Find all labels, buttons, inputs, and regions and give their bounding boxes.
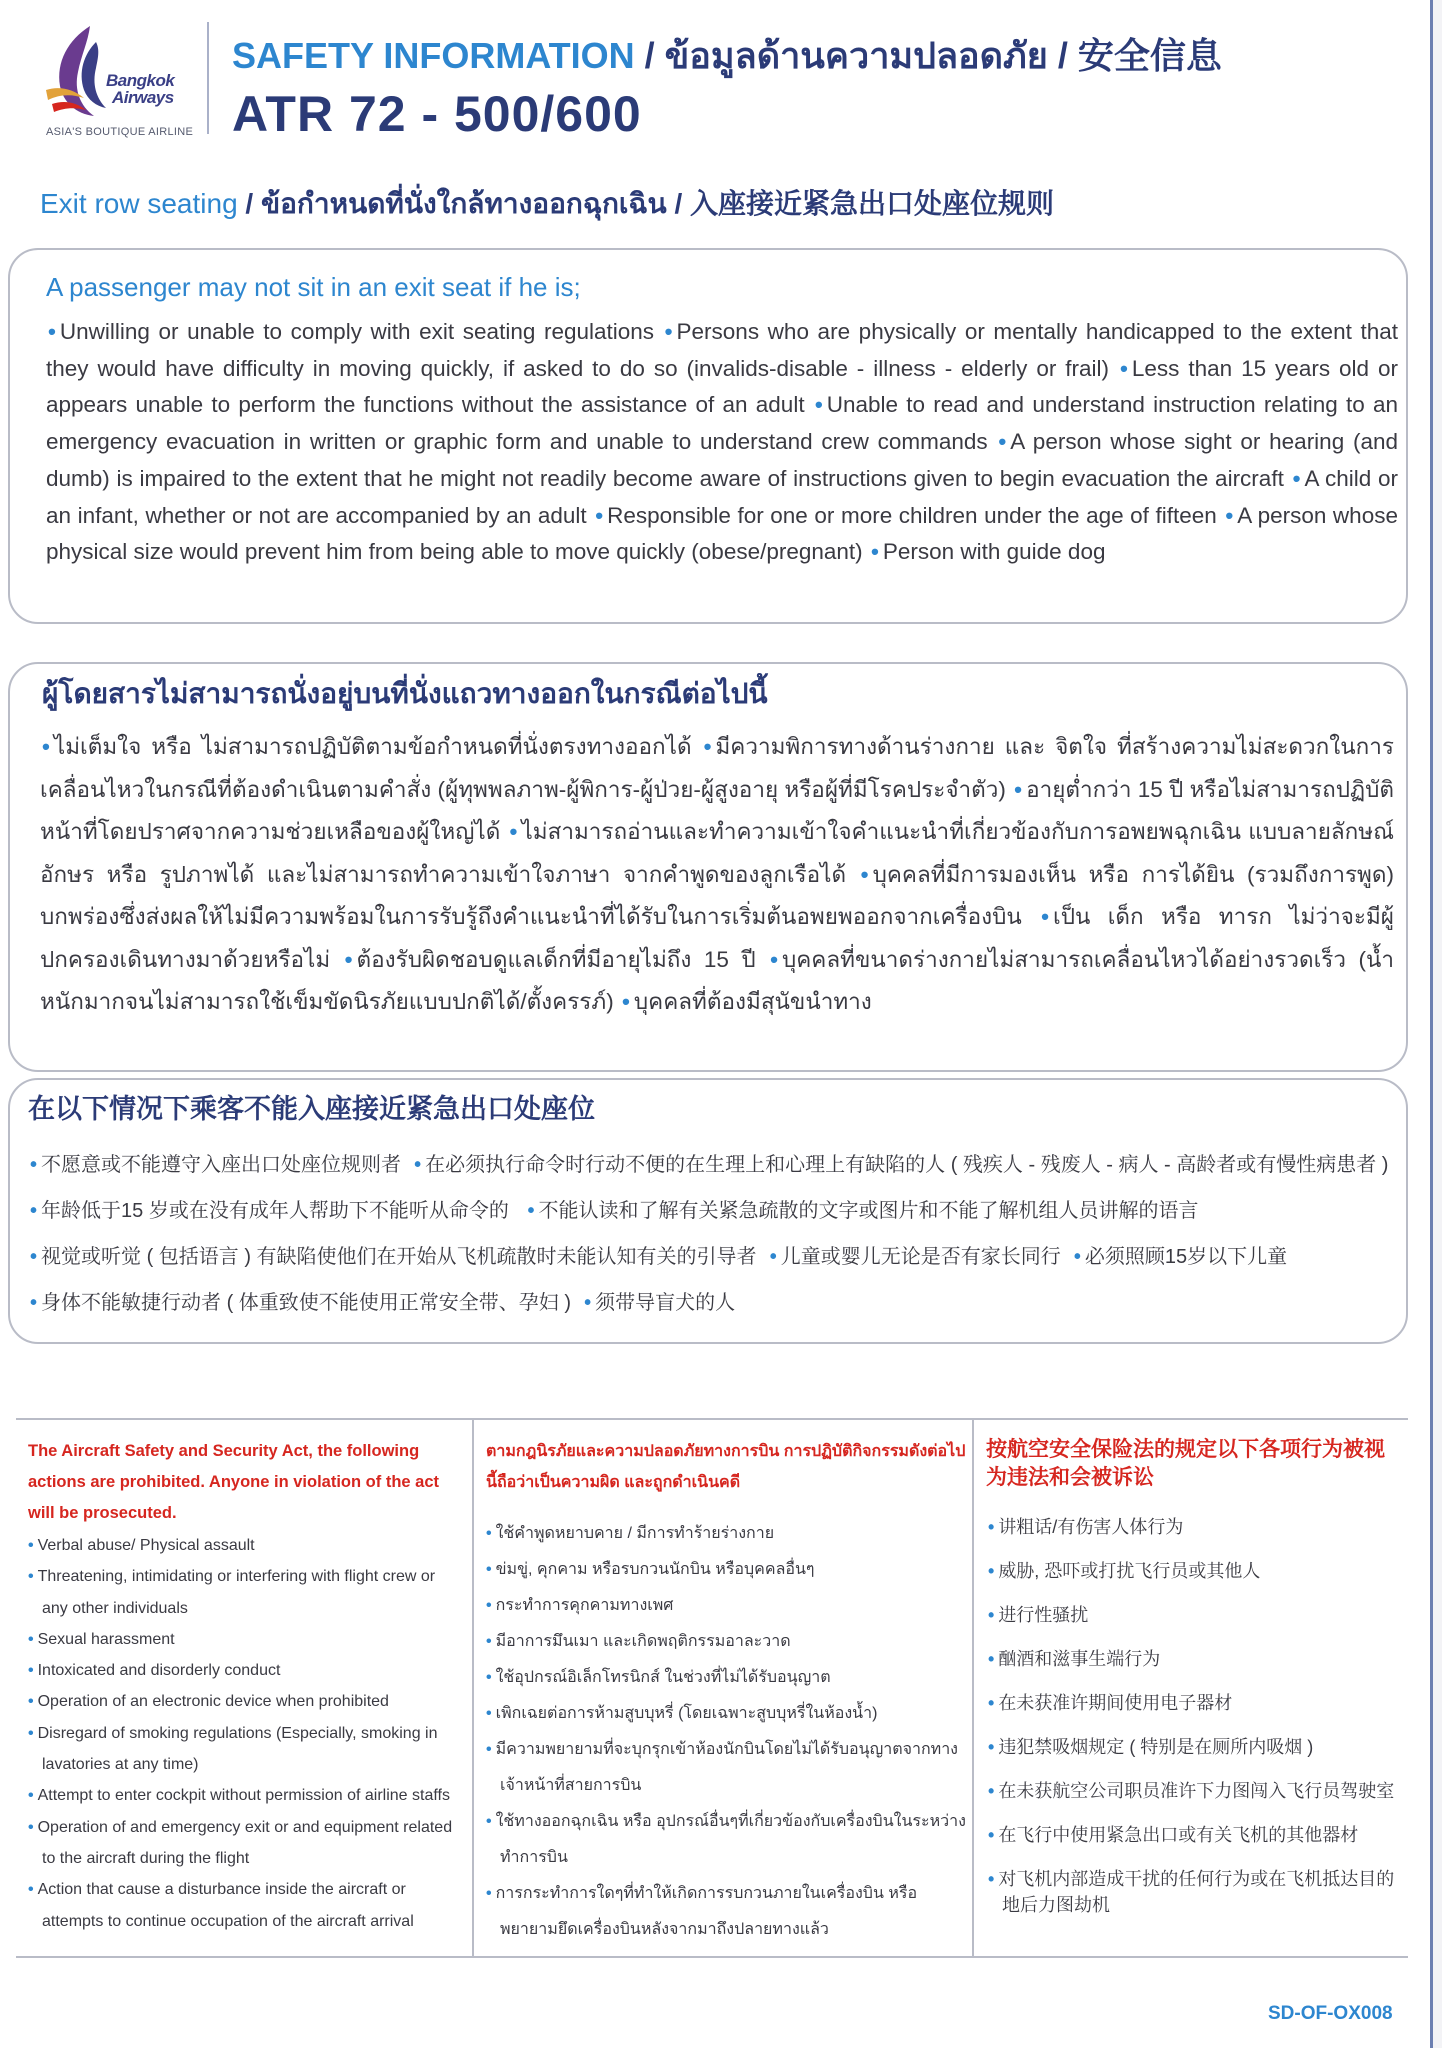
- security-act-english-list: [28, 1530, 464, 1937]
- prohibited-action: 违犯禁吸烟规定 ( 特别是在厕所内吸烟 ): [998, 1737, 1314, 1757]
- prohibited-action: 酗酒和滋事生端行为: [998, 1649, 1161, 1669]
- chinese-rules-text: [28, 1142, 1398, 1326]
- bullet-icon: •: [486, 1525, 492, 1542]
- list-item: [988, 1866, 1398, 1918]
- prohibited-action: 进行性骚扰: [998, 1605, 1089, 1625]
- bullet-icon: •: [486, 1597, 492, 1614]
- header-divider: [207, 22, 209, 134]
- bullet-icon: •: [28, 1881, 34, 1899]
- list-item: [28, 1780, 464, 1811]
- prohibited-action: Sexual harassment: [37, 1630, 175, 1648]
- chinese-rule-item: 视觉或听觉 ( 包括语言 ) 有缺陷使他们在开始从飞机疏散时未能认知有关的引导者: [41, 1246, 757, 1268]
- english-rule-item: Persons who are physically or mentally handicapped to the extent that they would have difficulty in moving quickly, if asked to do so (invalids-disable - illness - elderly or frail): [46, 319, 1398, 381]
- chinese-rule-line: [28, 1142, 1398, 1188]
- bullet-icon: •: [988, 1561, 995, 1581]
- prohibited-action: 讲粗话/有伤害人体行为: [998, 1517, 1184, 1537]
- bullet-icon: •: [28, 1630, 34, 1648]
- page-title: [232, 34, 1222, 78]
- bangkok-airways-logo: [38, 20, 198, 145]
- prohibited-action: มีความพยายามที่จะบุกรุกเข้าห้องนักบินโดยไม่ได้รับอนุญาตจากทางเจ้าหน้าที่สายการบิน: [495, 1741, 958, 1794]
- bullet-icon: •: [30, 1154, 38, 1176]
- bullet-icon: •: [30, 1292, 38, 1314]
- list-item: [486, 1876, 966, 1948]
- bullet-icon: •: [486, 1633, 492, 1650]
- security-act-chinese-list: [988, 1514, 1398, 1936]
- page-title-en: SAFETY INFORMATION: [232, 35, 635, 76]
- bullet-icon: •: [988, 1517, 995, 1537]
- security-act-thai-list: [486, 1516, 966, 1948]
- english-rule-item: A child or an infant, whether or not are accompanied by an adult: [46, 465, 1398, 528]
- bullet-icon: •: [28, 1818, 34, 1836]
- bullet-icon: •: [486, 1669, 492, 1686]
- bullet-icon: •: [584, 1292, 592, 1314]
- security-act-chinese-column: [974, 1420, 1408, 1956]
- prohibited-action: 威胁, 恐吓或打扰飞行员或其他人: [998, 1561, 1261, 1581]
- prohibited-action: Operation of an electronic device when prohibited: [37, 1693, 389, 1711]
- bullet-icon: •: [414, 1154, 422, 1176]
- prohibited-action: Attempt to enter cockpit without permission of airline staffs: [37, 1787, 450, 1805]
- list-item: [486, 1696, 966, 1732]
- security-act-thai-column: [474, 1420, 974, 1956]
- thai-rule-item: อายุต่ำกว่า 15 ปี หรือไม่สามารถปฏิบัติหน้าที่โดยปราศจากความช่วยเหลือของผู้ใหญ่ได้: [40, 776, 1394, 844]
- thai-rules-text: [40, 726, 1394, 1024]
- chinese-rule-item: 在必须执行命令时行动不便的在生理上和心理上有缺陷的人 ( 残疾人 - 残废人 - 病人 - 高龄者或有慢性病患者 ): [425, 1154, 1389, 1176]
- prohibited-action: ข่มขู่, คุกคาม หรือรบกวนนักบิน หรือบุคคลอื่นๆ: [495, 1561, 815, 1578]
- bullet-icon: •: [988, 1869, 995, 1889]
- bullet-icon: •: [486, 1705, 492, 1722]
- prohibited-action: Action that cause a disturbance inside the aircraft or attempts to continue occupation of the aircraft arrival: [37, 1881, 414, 1930]
- chinese-rule-line: [28, 1280, 1398, 1326]
- bullet-icon: •: [486, 1741, 492, 1758]
- list-item: [486, 1552, 966, 1588]
- list-item: [486, 1660, 966, 1696]
- chinese-rule-item: 不能认读和了解有关紧急疏散的文字或图片和不能了解机组人员讲解的语言: [538, 1200, 1199, 1222]
- prohibited-action: 对飞机内部造成干扰的任何行为或在飞机抵达目的地后力图劫机: [998, 1869, 1395, 1915]
- bullet-icon: •: [28, 1787, 34, 1805]
- bullet-icon: •: [988, 1825, 995, 1845]
- chinese-rule-item: 身体不能敏捷行动者 ( 体重致使不能使用正常安全带、孕妇 ): [41, 1292, 572, 1314]
- prohibited-action: เพิกเฉยต่อการห้ามสูบบุหรี่ (โดยเฉพาะสูบบุหรี่ในห้องน้ำ): [495, 1705, 878, 1722]
- english-rule-item: Unable to read and understand instruction relating to an emergency evacuation in written or graphic form and unable to understand crew commands: [46, 392, 1398, 455]
- bullet-icon: •: [769, 1246, 777, 1268]
- list-item: [486, 1804, 966, 1876]
- list-item: [988, 1734, 1398, 1760]
- prohibited-action: กระทำการคุกคามทางเพศ: [495, 1597, 674, 1614]
- list-item: [988, 1646, 1398, 1672]
- chinese-rule-line: [28, 1188, 1398, 1234]
- thai-rule-item: บุคคลที่มีการมองเห็น หรือ การได้ยิน (รวมถึงการพูด) บกพร่องซึ่งส่งผลให้ไม่มีความพร้อมในการรับรู้ถึงคำแนะนำที่ได้รับในการเริ่มต้นอพยพออกจากเครื่องบิน: [40, 861, 1394, 929]
- bullet-icon: •: [703, 734, 712, 759]
- section-title-translations: / ข้อกำหนดที่นั่งใกล้ทางออกฉุกเฉิน / 入座接近紧急出口处座位规则: [237, 188, 1055, 219]
- chinese-rule-item: 年龄低于15 岁或在没有成年人帮助下不能听从命令的: [41, 1200, 509, 1222]
- bullet-icon: •: [1041, 904, 1050, 929]
- bullet-icon: •: [664, 319, 673, 344]
- chinese-rule-item: 必须照顾15岁以下儿童: [1084, 1246, 1288, 1268]
- bullet-icon: •: [28, 1662, 34, 1680]
- english-rules-panel: [8, 248, 1408, 624]
- prohibited-action: 在未获航空公司职员准许下力图闯入飞行员驾驶室: [998, 1781, 1395, 1801]
- prohibited-action: Operation of and emergency exit or and equipment related to the aircraft during the flight: [37, 1818, 453, 1867]
- chinese-rules-panel: [8, 1078, 1408, 1344]
- list-item: [28, 1561, 464, 1624]
- english-panel-title: A passenger may not sit in an exit seat if he is;: [46, 272, 581, 302]
- list-item: [988, 1558, 1398, 1584]
- brand-name-line1: Bangkok: [106, 71, 175, 90]
- security-act-english-heading: The Aircraft Safety and Security Act, the following actions are prohibited. Anyone in violation of the act will be prosecuted.: [28, 1442, 440, 1522]
- list-item: [28, 1655, 464, 1686]
- bullet-icon: •: [30, 1200, 38, 1222]
- bullet-icon: •: [48, 319, 56, 344]
- chinese-rule-item: 不愿意或不能遵守入座出口处座位规则者: [41, 1154, 402, 1176]
- bullet-icon: •: [28, 1537, 34, 1554]
- list-item: [486, 1588, 966, 1624]
- document-code: SD-OF-OX008: [1268, 2003, 1393, 2024]
- bullet-icon: •: [770, 946, 778, 972]
- bullet-icon: •: [870, 539, 879, 565]
- bullet-icon: •: [42, 734, 50, 759]
- bullet-icon: •: [988, 1693, 995, 1713]
- bullet-icon: •: [1225, 502, 1234, 528]
- english-rules-text: [46, 314, 1398, 571]
- bullet-icon: •: [486, 1885, 492, 1902]
- english-rule-item: Responsible for one or more children under the age of fifteen: [607, 502, 1217, 528]
- list-item: [28, 1530, 464, 1561]
- prohibited-action: Disregard of smoking regulations (Especially, smoking in lavatories at any time): [37, 1724, 438, 1774]
- chinese-rule-item: 儿童或婴儿无论是否有家长同行: [780, 1246, 1061, 1268]
- list-item: [988, 1778, 1398, 1804]
- thai-rule-item: บุคคลที่ขนาดร่างกายไม่สามารถเคลื่อนไหวได้อย่างรวดเร็ว (น้ำหนักมากจนไม่สามารถใช้เข็มขัดนิรภัยแบบปกติได้/ตั้งครรภ์): [40, 946, 1394, 1014]
- security-act-english-column: [16, 1420, 474, 1956]
- bullet-icon: •: [988, 1737, 995, 1757]
- prohibited-action: 在未获准许期间使用电子器材: [998, 1693, 1233, 1713]
- bullet-icon: •: [486, 1813, 492, 1830]
- brand-name-line2: Airways: [112, 88, 174, 107]
- security-act-table: [16, 1418, 1408, 1958]
- chinese-rule-line: [28, 1234, 1398, 1280]
- prohibited-action: ใช้ทางออกฉุกเฉิน หรือ อุปกรณ์อื่นๆที่เกี่ยวข้องกับเครื่องบินในระหว่างทำการบิน: [495, 1813, 966, 1866]
- list-item: [988, 1514, 1398, 1540]
- thai-rule-item: ไม่เต็มใจ หรือ ไม่สามารถปฏิบัติตามข้อกำหนดที่นั่งตรงทางออกได้: [53, 734, 692, 759]
- thai-rule-item: มีความพิการทางด้านร่างกาย และ จิตใจ ที่สร้างความไม่สะดวกในการเคลื่อนไหวในกรณีที่ต้องดำเนินตามคำสั่ง (ผู้ทุพพลภาพ-ผู้พิการ-ผู้ป่วย-ผู้สูงอายุ หรือผู้ที่มีโรคประจำตัว): [40, 734, 1394, 802]
- prohibited-action: Intoxicated and disorderly conduct: [37, 1662, 281, 1680]
- section-title: [40, 186, 1054, 222]
- list-item: [28, 1874, 464, 1937]
- english-rule-item: Person with guide dog: [882, 539, 1106, 565]
- bullet-icon: •: [998, 429, 1007, 455]
- list-item: [988, 1602, 1398, 1628]
- list-item: [486, 1516, 966, 1552]
- prohibited-action: 在飞行中使用紧急出口或有关飞机的其他器材: [998, 1825, 1359, 1845]
- bullet-icon: •: [28, 1568, 34, 1586]
- security-act-thai-heading: ตามกฎนิรภัยและความปลอดภัยทางการบิน การปฏิบัติกิจกรรมดังต่อไปนี้ถือว่าเป็นความผิด และถูกดำเนินคดี: [486, 1443, 966, 1491]
- prohibited-action: มีอาการมึนเมา และเกิดพฤติกรรมอาละวาด: [495, 1633, 791, 1650]
- bullet-icon: •: [486, 1561, 492, 1578]
- bullet-icon: •: [988, 1781, 995, 1801]
- aircraft-model: ATR 72 - 500/600: [232, 86, 642, 142]
- bullet-icon: •: [30, 1246, 38, 1268]
- thai-rule-item: บุคคลที่ต้องมีสุนัขนำทาง: [633, 989, 872, 1014]
- list-item: [28, 1686, 464, 1717]
- bullet-icon: •: [344, 946, 353, 972]
- list-item: [988, 1690, 1398, 1716]
- brand-wordmark: [106, 72, 174, 106]
- list-item: [28, 1718, 464, 1781]
- bullet-icon: •: [621, 989, 630, 1014]
- bullet-icon: •: [28, 1724, 34, 1742]
- bullet-icon: •: [1073, 1246, 1081, 1268]
- bullet-icon: •: [595, 502, 604, 528]
- bullet-icon: •: [28, 1693, 34, 1711]
- english-rule-item: A person whose physical size would prevent him from being able to move quickly (obese/pregnant): [46, 502, 1398, 565]
- bullet-icon: •: [527, 1200, 535, 1222]
- list-item: [988, 1822, 1398, 1848]
- bullet-icon: •: [509, 819, 518, 844]
- bullet-icon: •: [1014, 776, 1023, 802]
- bullet-icon: •: [814, 392, 823, 418]
- list-item: [486, 1624, 966, 1660]
- thai-rules-panel: [8, 662, 1408, 1072]
- prohibited-action: ใช้คำพูดหยาบคาย / มีการทำร้ายร่างกาย: [495, 1525, 775, 1542]
- bullet-icon: •: [1120, 355, 1128, 381]
- page-title-translations: / ข้อมูลด้านความปลอดภัย / 安全信息: [634, 35, 1222, 76]
- thai-panel-title: ผู้โดยสารไม่สามารถนั่งอยู่บนที่นั่งแถวทางออกในกรณีต่อไปนี้: [42, 678, 768, 709]
- list-item: [28, 1624, 464, 1655]
- list-item: [28, 1812, 464, 1875]
- security-act-chinese-heading: 按航空安全保险法的规定以下各项行为被视为违法和会被诉讼: [986, 1438, 1385, 1489]
- english-rule-item: A person whose sight or hearing (and dumb) is impaired to the extent that he might not readily become aware of instructions given to begin evacuation the aircraft: [46, 429, 1398, 491]
- bullet-icon: •: [988, 1649, 995, 1669]
- prohibited-action: ใช้อุปกรณ์อิเล็กโทรนิกส์ ในช่วงที่ไม่ได้รับอนุญาต: [495, 1669, 831, 1686]
- bullet-icon: •: [988, 1605, 995, 1625]
- thai-rule-item: เป็น เด็ก หรือ ทารก ไม่ว่าจะมีผู้ปกครองเดินทางมาด้วยหรือไม่: [40, 904, 1394, 972]
- list-item: [486, 1732, 966, 1804]
- bullet-icon: •: [860, 861, 869, 887]
- bullet-icon: •: [1292, 465, 1301, 491]
- section-title-en: Exit row seating: [40, 188, 238, 219]
- right-edge-strip: [1433, 0, 1442, 2048]
- chinese-panel-title: 在以下情况下乘客不能入座接近紧急出口处座位: [28, 1094, 595, 1124]
- english-rule-item: Unwilling or unable to comply with exit seating regulations: [59, 319, 655, 344]
- prohibited-action: การกระทำการใดๆที่ทำให้เกิดการรบกวนภายในเครื่องบิน หรือพยายามยึดเครื่องบินหลังจากมาถึงปลายทางแล้ว: [495, 1885, 918, 1938]
- brand-tagline: ASIA'S BOUTIQUE AIRLINE: [46, 126, 194, 138]
- chinese-rule-item: 须带导盲犬的人: [595, 1292, 736, 1314]
- prohibited-action: Verbal abuse/ Physical assault: [37, 1537, 255, 1554]
- english-rule-item: Less than 15 years old or appears unable to perform the functions without the assistance of an adult: [46, 355, 1398, 418]
- thai-rule-item: ไม่สามารถอ่านและทำความเข้าใจคำแนะนำที่เกี่ยวข้องกับการอพยพฉุกเฉิน แบบลายลักษณ์อักษร หรือ รูปภาพได้ และไม่สามารถทำความเข้าใจภาษา จากคำพูดของลูกเรือได้: [40, 819, 1394, 887]
- prohibited-action: Threatening, intimidating or interfering with flight crew or any other individuals: [37, 1568, 436, 1617]
- thai-rule-item: ต้องรับผิดชอบดูแลเด็กที่มีอายุไม่ถึง 15 ปี: [356, 946, 756, 972]
